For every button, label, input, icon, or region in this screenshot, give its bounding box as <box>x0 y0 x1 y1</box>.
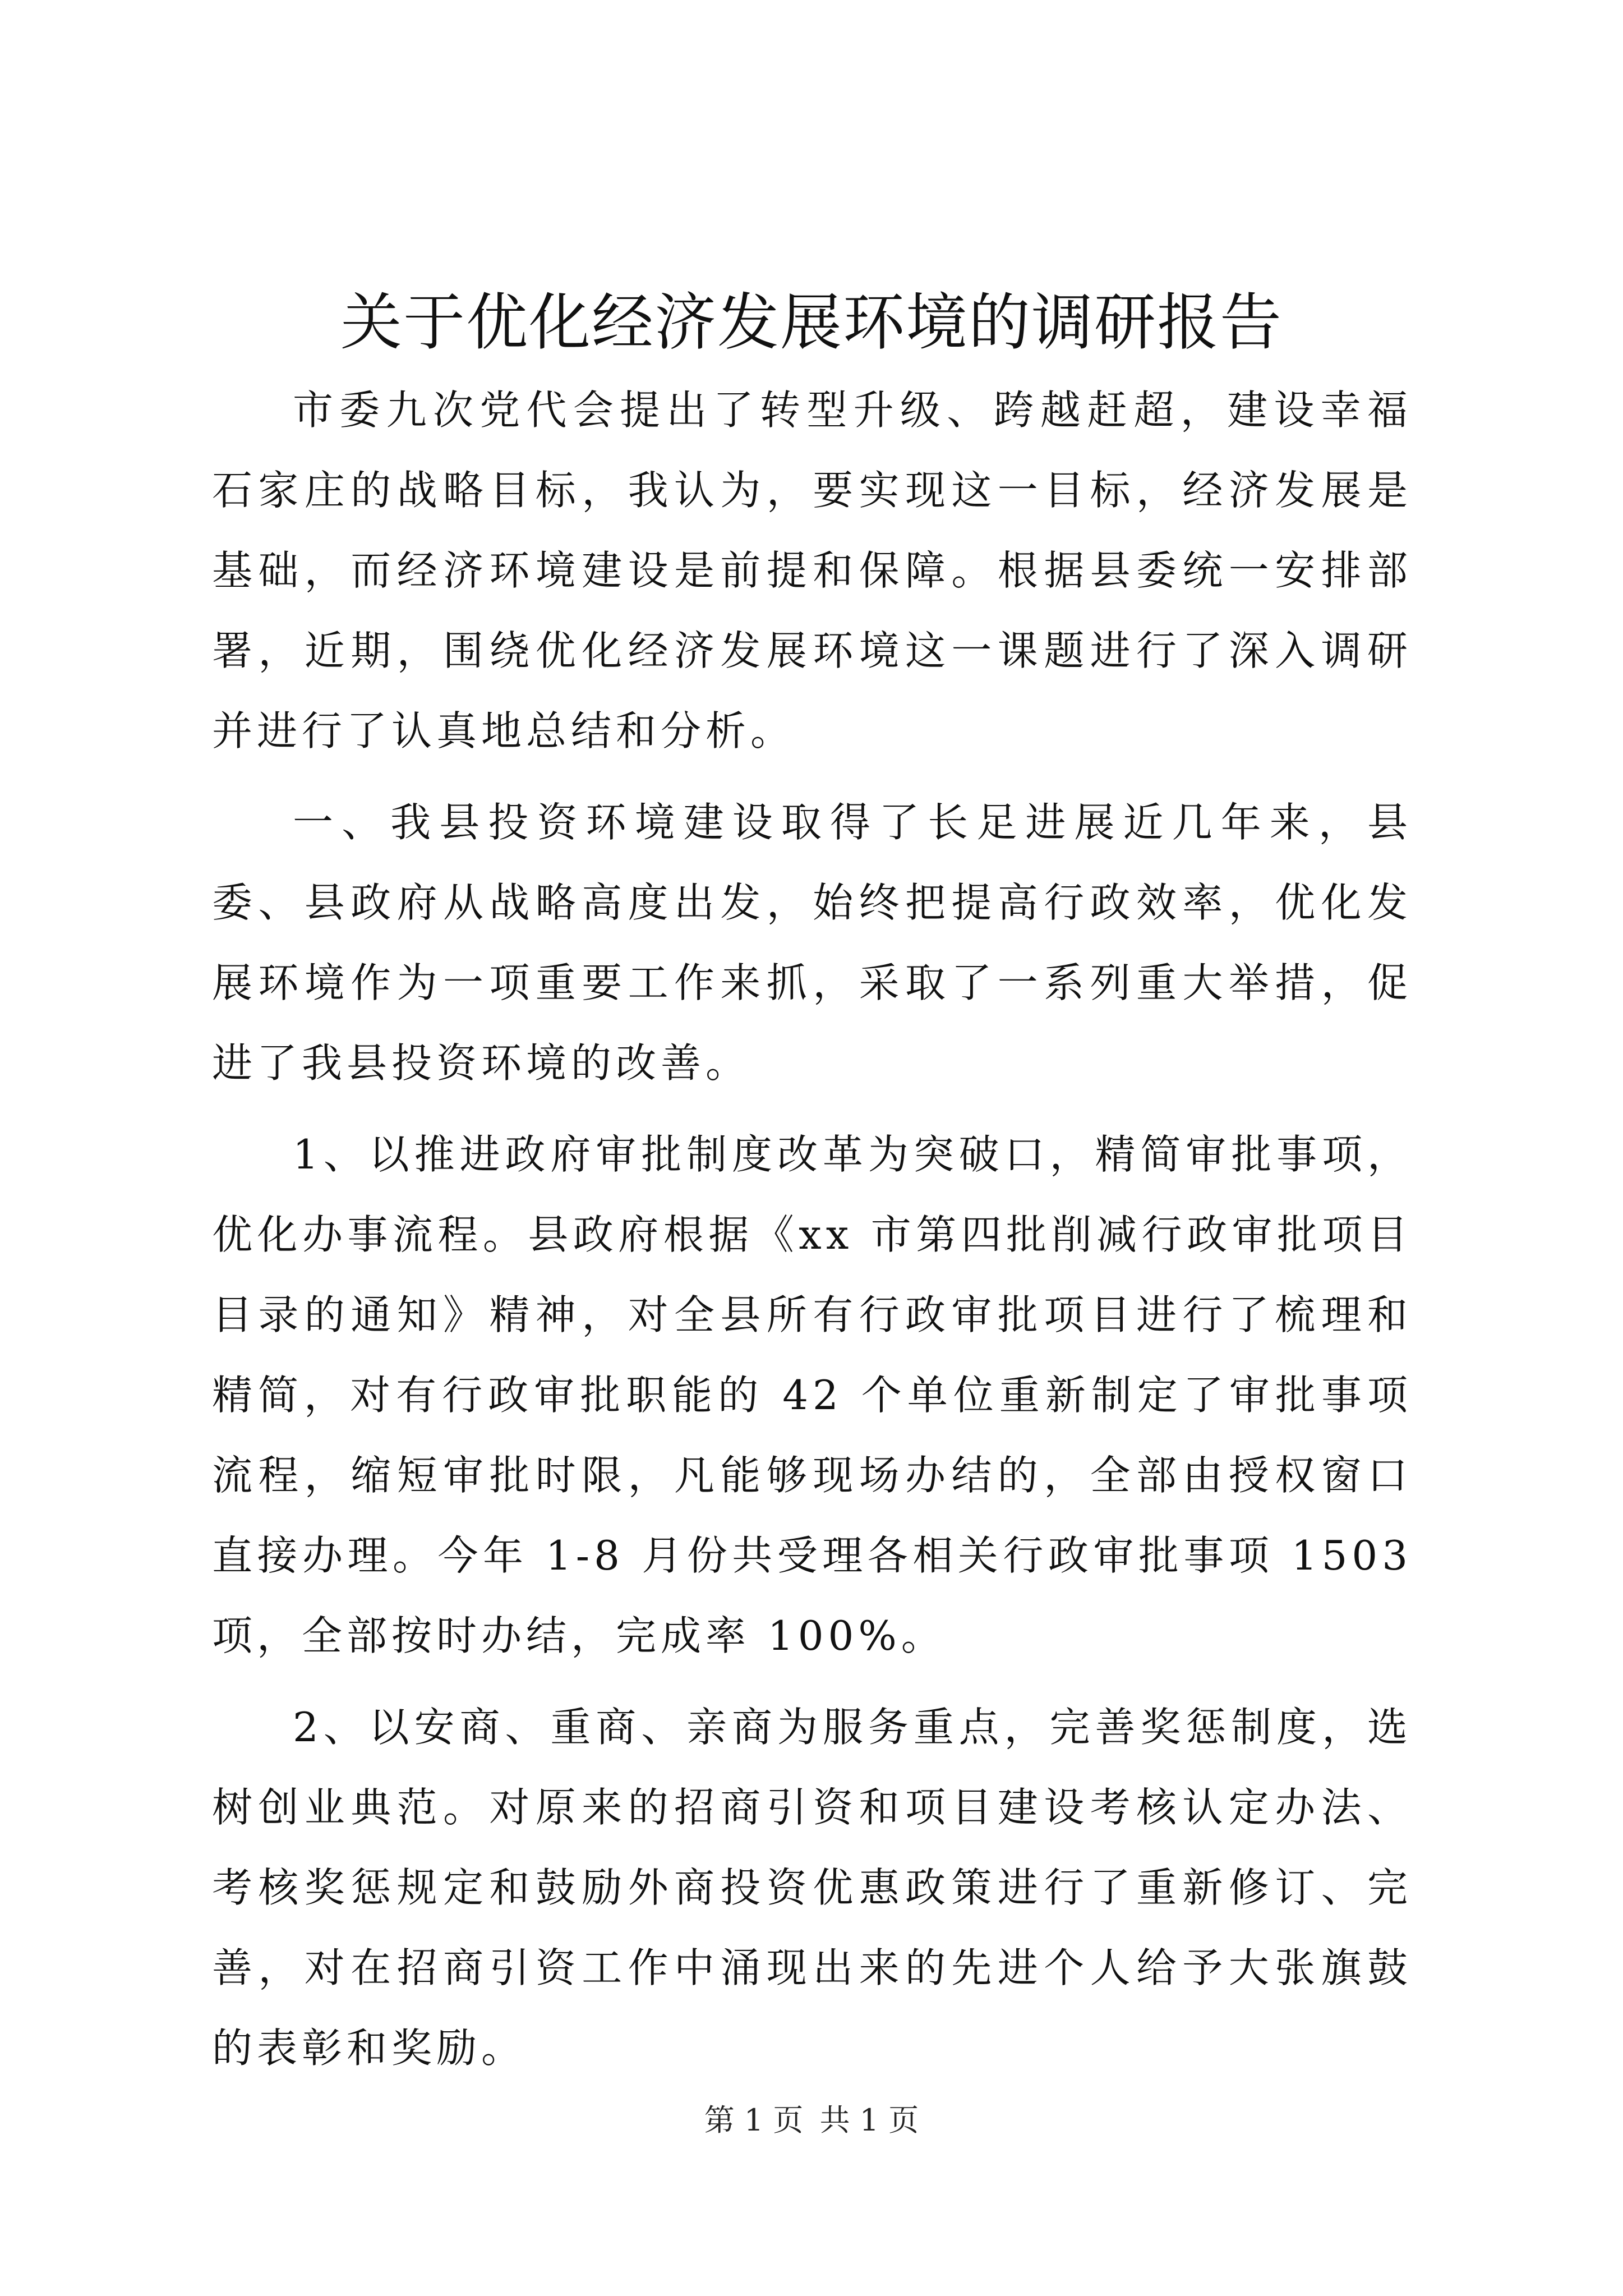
document-title: 关于优化经济发展环境的调研报告 <box>340 287 1283 358</box>
page-footer <box>0 2101 1623 2140</box>
page-total: 共 1 页 <box>819 2102 919 2138</box>
document-body <box>212 370 1412 2088</box>
paragraph-item-2: 2、以安商、重商、亲商为服务重点，完善奖惩制度，选树创业典范。对原来的招商引资和项目建设考核认定办法、考核奖惩规定和鼓励外商投资优惠政策进行了重新修订、完善，对在招商引资工作中涌现出来的先进个人给予大张旗鼓的表彰和奖励。 <box>212 1704 1412 2072</box>
paragraph-intro: 市委九次党代会提出了转型升级、跨越赶超，建设幸福石家庄的战略目标，我认为，要实现这一目标，经济发展是基础，而经济环境建设是前提和保障。根据县委统一安排部署，近期，围绕优化经济发展环境这一课题进行了深入调研并进行了认真地总结和分析。 <box>212 386 1412 754</box>
paragraph-item-1: 1、以推进政府审批制度改革为突破口，精简审批事项，优化办事流程。县政府根据《xx 市第四批削减行政审批项目目录的通知》精神，对全县所有行政审批项目进行了梳理和精简，对有行政审批职能的 42 个单位重新制定了审批事项流程，缩短审批时限，凡能够现场办结的，全部由授权窗口直接办理。今年 1-8 月份共受理各相关行政审批事项 1503 项，全部按时办结，完成率 100%。 <box>212 1131 1412 1659</box>
page-number: 第 1 页 <box>704 2102 804 2138</box>
paragraph-section-1: 一、我县投资环境建设取得了长足进展近几年来，县委、县政府从战略高度出发，始终把提高行政效率，优化发展环境作为一项重要工作来抓，采取了一系列重大举措，促进了我县投资环境的改善。 <box>212 799 1412 1087</box>
